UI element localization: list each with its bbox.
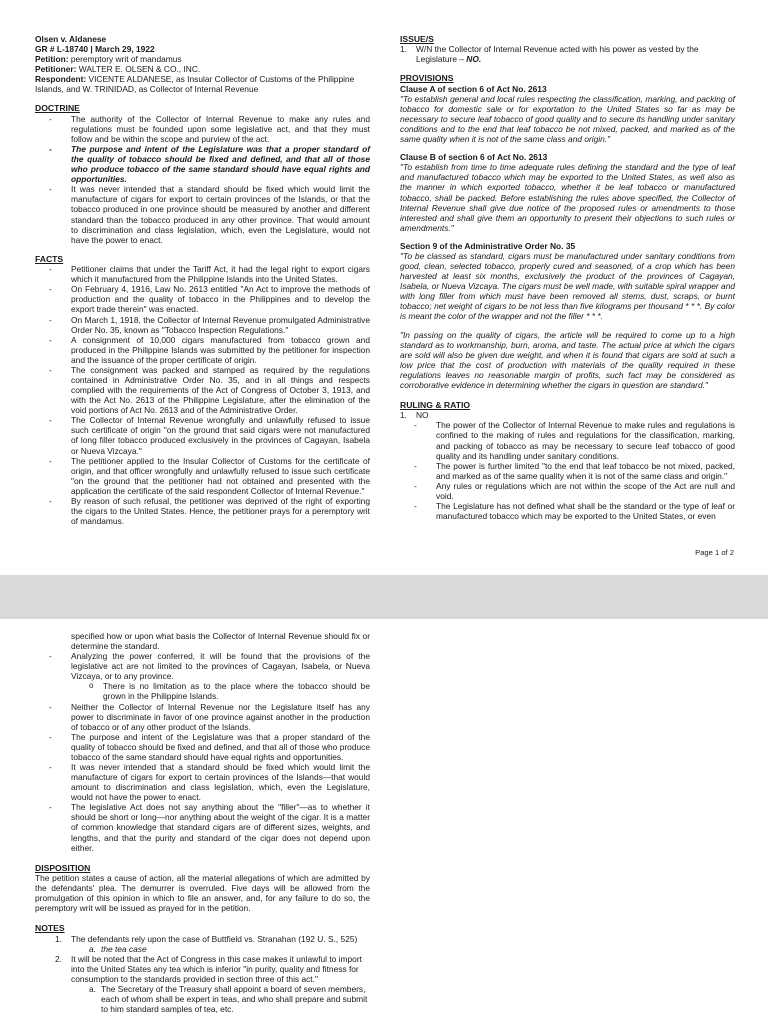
list-item: - Neither the Collector of Internal Revenue nor the Legislature itself has any power to discriminate in favor of one province against another in the production of tobacco or of any other product of the Islands.	[35, 702, 370, 732]
petition-label: Petition:	[35, 54, 69, 65]
list-item: - The Collector of Internal Revenue wrongfully and unlawfully refused to issue such certificate of origin "on the ground that said cigars were not manufactured of long filler tobacco produced exclusively in the provinces of Cagayan, Isabela or Nueva Vizcaya."	[35, 415, 370, 455]
petitioner-label: Petitioner:	[35, 64, 77, 75]
case-title: Olsen v. Aldanese	[35, 34, 107, 44]
issues-heading: ISSUE/S	[400, 34, 434, 44]
sub-list-item: o There is no limitation as to the place where the tobacco should be grown in the Philippine Islands.	[71, 681, 370, 701]
page-number: Page 1 of 2	[695, 548, 734, 557]
disposition-text: The petition states a cause of action, all the material allegations of which are admitted by the defendants' plea. The demurrer is overruled. Five days will be allowed from the promulgation of this opinion in which to file an answer, and, for any failure to do so, the peremptory writ will be issued as prayed for in the petition.	[35, 873, 370, 914]
respondent-value: VICENTE ALDANESE, as Insular Collector of Customs of the Philippine Islands, and W. TRINIDAD, as Collector of Internal Revenue	[35, 74, 355, 95]
note-sub-label: a.	[89, 984, 96, 995]
right-column	[400, 34, 735, 521]
case-header	[35, 34, 370, 94]
note-sub-list	[71, 984, 370, 1014]
note-number: 1.	[55, 933, 62, 944]
list-item: - It was never intended that a standard should be fixed which would limit the manufacture of cigars for export to certain provinces of the Islands—that would amount to discrimination and class legislation, which, even the Legislature, would not have the power to enact.	[35, 762, 370, 802]
list-item: - It was never intended that a standard should be fixed which would limit the manufacture of cigars for export to certain provinces of the Islands, or that the tobacco produced in one province should be measured by another and different standard than the tobacco produced in any other province. That would amount to discrimination and class legislation, which, even the Legislature, would not have the power to enact.	[35, 184, 370, 244]
note-text: The defendants rely upon the case of Buttfield vs. Stranahan (192 U. S., 525)	[71, 933, 358, 944]
ruling-items	[400, 420, 735, 521]
respondent-label: Respondent:	[35, 74, 87, 85]
list-item: - The power of the Collector of Internal Revenue to make rules and regulations is confined to the making of rules and regulations for the classification, marking, and packing of tobacco as may be necessary to secure leaf tobacco of good quality and its handling under sanitary conditions.	[400, 420, 735, 460]
list-item: - Any rules or regulations which are not within the scope of the Act are null and void.	[400, 481, 735, 501]
issue-answer: NO.	[466, 54, 482, 65]
issues-list	[400, 44, 735, 64]
ruling-items-continued	[35, 651, 370, 853]
petition-value: peremptory writ of mandamus	[68, 54, 182, 65]
disposition-heading: DISPOSITION	[35, 862, 91, 873]
issue-text: W/N the Collector of Internal Revenue acted with his power as vested by the Legislature –	[416, 44, 699, 65]
ruling-number: 1.	[400, 410, 407, 421]
note-number: 2.	[55, 953, 62, 964]
list-item: - On February 4, 1916, Law No. 2613 entitled "An Act to improve the methods of production and the quality of tobacco in the Philippines and to develop the export trade therein" was enacted.	[35, 284, 370, 314]
ruling-heading: RULING & RATIO	[400, 399, 471, 410]
note-sub-label: a.	[89, 943, 96, 954]
note-sub-text: The Secretary of the Treasury shall appoint a board of seven members, each of whom shall be expert in teas, and who shall prepare and submit to him standard samples of tea, etc.	[101, 984, 368, 1015]
list-item: - The petitioner applied to the Insular Collector of Customs for the certificate of origin, and that officer wrongfully and unlawfully refused to issue such certificate "on the ground that the petitioner had not obtained and presented with the application the certificate of the said respondent Collector of Internal Revenue."	[35, 456, 370, 496]
list-item: - Petitioner claims that under the Tariff Act, it had the legal right to export cigars which it manufactured from the Philippine Islands into the United States.	[35, 264, 370, 284]
issue-number: 1.	[400, 44, 407, 55]
list-item: - On March 1, 1918, the Collector of Internal Revenue promulgated Administrative Order No. 35, known as "Tobacco Inspection Regulations."	[35, 315, 370, 335]
list-item: - The legislative Act does not say anything about the "filler"—as to whether it should be short or long—nor anything about the weight of the cigar. It is a matter of common knowledge that standard cigars are of different sizes, weights, and lengths, and that the purity and standard of the cigar does not depend upon either.	[35, 802, 370, 852]
section9-title: Section 9 of the Administrative Order No. 35	[400, 240, 576, 251]
list-item: - A consignment of 10,000 cigars manufactured from tobacco grown and produced in the Philippine Islands was submitted by the petitioner for inspection and the issuance of the proper certificate of origin.	[35, 335, 370, 365]
clause-a-title: Clause A of section 6 of Act No. 2613	[400, 83, 547, 94]
page2-column	[35, 631, 370, 1014]
sub-list	[35, 681, 370, 701]
clause-b-title: Clause B of section 6 of Act No. 2613	[400, 152, 548, 163]
list-item: - The Legislature has not defined what shall be the standard or the type of leaf or manufactured tobacco which may be exported to the United States, or even	[400, 501, 735, 521]
note-sub-text: the tea case	[101, 943, 147, 954]
doctrine-list	[35, 114, 370, 245]
gr-number: GR # L-18740 | March 29, 1922	[35, 44, 155, 55]
section9-text-2: "In passing on the quality of cigars, the article will be required to come up to a high standard as to workmanship, burn, aroma, and taste. The actual price at which the cigars are sold will also be given due weight, and when it is found that cigars are sold at such a low price that the cost of production with materials of the quality required in these regulations leaves no reasonable margin of profits, such fact may be considered as corroborative evidence in determining whether the cigars in question are standard."	[400, 329, 735, 390]
list-item	[400, 44, 735, 64]
facts-heading: FACTS	[35, 253, 64, 264]
list-item: - The consignment was packed and stamped as required by the regulations contained in Administrative Order No. 35, and in all things and respects complied with the requirements of the Act of Congress of October 3, 1913, and with the Act No. 2613 of the Philippine Legislature, after the elimination of the void portions of Act No. 2613 and of the Administrative Order.	[35, 365, 370, 415]
document-page-2	[0, 619, 768, 1024]
section9-text: "To be classed as standard, cigars must be manufactured under sanitary conditions from good, clean, selected tobacco, properly cured and seasoned, of a crop which has been harvested at least six months, exclusively the product of the provinces of Cagayan, Isabela, or Nueva Vizcaya. The cigars must be well made, with suitable spiral wrapper and with long filler from which must have been removed all stems, dust, scraps, or burnt tobacco; net weight of cigars to be not less than five kilograms per thousand * * *. By color is meant the color of the wrapper and not the filler * * *.	[400, 250, 736, 322]
note-sub-item	[71, 984, 370, 1014]
left-column	[35, 34, 370, 526]
clause-b-text: "To establish from time to time adequate rules defining the standard and the type of leaf and manufactured tobacco which may be exported to the United States, as well also as the manner in which exported tobacco, whether it be leaf tobacco or manufactured tobacco, shall be packed. Before establishing the rules above specified, the Collector of Internal Revenue shall give due notice of the proposed rules or amendments to those interested and shall give them an opportunity to present their objections to such rules or amendments."	[400, 162, 735, 233]
ruling-answer: NO	[416, 410, 429, 421]
doctrine-heading: DOCTRINE	[35, 103, 80, 114]
list-item: - The power is further limited "to the end that leaf tobacco be not mixed, packed, and marked as of the same quality when it is not of the same class and origin."	[400, 461, 735, 481]
list-item	[35, 651, 370, 701]
note-sub-list	[71, 944, 370, 954]
list-item	[400, 410, 735, 521]
list-item: - The purpose and intent of the Legislature was that a proper standard of the quality of tobacco should be fixed and defined, and that all of those who produce tobacco of the same standard should have equal rights and opportunities.	[35, 144, 370, 184]
list-item	[45, 954, 370, 1014]
note-sub-item	[71, 944, 370, 954]
clause-a-text: "To establish general and local rules respecting the classification, marking, and packing of tobacco for domestic sale or for exportation to the United States so far as may be necessary to secure leaf tobacco of good quality and to secure its handling under sanitary conditions and to the end that leaf tobacco be not mixed, packed, and marked as of the same quality when it is not of the same class and origin."	[400, 93, 735, 145]
list-item	[45, 934, 370, 954]
notes-list	[35, 934, 370, 1015]
provisions-heading: PROVISIONS	[400, 73, 454, 84]
list-item: - By reason of such refusal, the petitioner was deprived of the right of exporting the cigars to the United States. Hence, the petitioner prays for a peremptory writ of mandamus.	[35, 496, 370, 526]
ruling-continuation: specified how or upon what basis the Collector of Internal Revenue should fix or determine the standard.	[71, 631, 370, 652]
list-item: - The purpose and intent of the Legislature was that a proper standard of the quality of tobacco should be fixed and defined, and that all of those who produce tobacco of the same standard should have equal rights and opportunities.	[35, 732, 370, 762]
ruling-list	[400, 410, 735, 521]
notes-heading: NOTES	[35, 923, 65, 934]
list-item: - The authority of the Collector of Internal Revenue to make any rules and regulations must be founded upon some legislative act, and that they must follow and be within the scope and purview of the act.	[35, 114, 370, 144]
note-text: It will be noted that the Act of Congress in this case makes it unlawful to import into the United States any tea which is inferior "in purity, quality and fitness for consumption to the standards provided in section three of this act."	[71, 953, 362, 984]
petitioner-value: WALTER E. OLSEN & CO., INC.	[76, 64, 201, 75]
facts-list	[35, 264, 370, 526]
list-item-text: Analyzing the power conferred, it will be found that the provisions of the legislative act are not limited to the provinces of Cagayan, Isabela, or Nueva Vizcaya, or to any province.	[71, 651, 370, 682]
page-separator	[0, 575, 768, 619]
